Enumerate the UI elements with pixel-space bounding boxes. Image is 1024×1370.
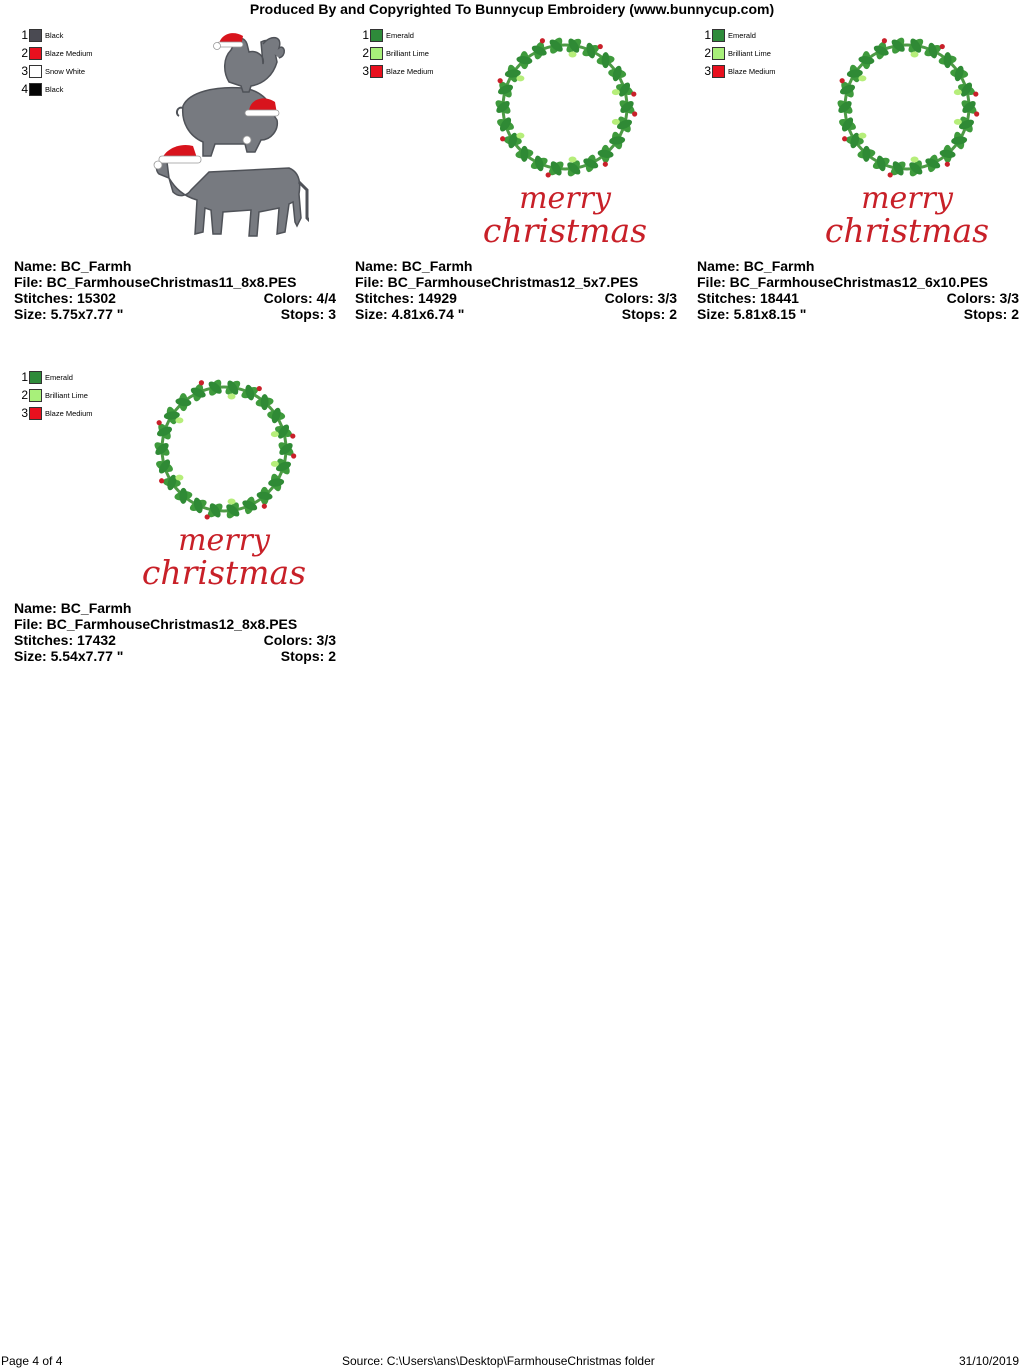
thread-name: Blaze Medium xyxy=(728,66,776,76)
color-count: 3/3 xyxy=(999,290,1019,306)
file-name: BC_FarmhouseChristmas12_5x7.PES xyxy=(387,274,639,290)
file-label: File: xyxy=(14,274,43,290)
merry-text: merry xyxy=(519,181,611,216)
color-swatch xyxy=(370,29,383,42)
name-label: Name: xyxy=(14,600,57,616)
file-name: BC_FarmhouseChristmas11_8x8.PES xyxy=(46,274,297,290)
file-row xyxy=(355,274,677,290)
thread-name: Blaze Medium xyxy=(386,66,434,76)
stops-label: Stops: xyxy=(280,648,325,664)
stops-label: Stops: xyxy=(280,306,325,322)
file-name: BC_FarmhouseChristmas12_6x10.PES xyxy=(729,274,989,290)
color-swatch xyxy=(29,407,42,420)
file-label: File: xyxy=(14,616,43,632)
design-name: BC_Farmh xyxy=(60,258,132,274)
embroidery-preview xyxy=(139,22,309,252)
stop-count: 2 xyxy=(328,648,336,664)
stops-label: Stops: xyxy=(963,306,1008,322)
legend-item xyxy=(361,26,434,44)
print-date: 31/10/2019 xyxy=(958,1354,1019,1368)
stitch-count: 18441 xyxy=(760,290,799,306)
legend-number: 1 xyxy=(362,28,369,42)
wreath-art xyxy=(493,36,637,179)
design-card xyxy=(697,0,1019,330)
legend-number: 3 xyxy=(21,64,28,78)
color-swatch xyxy=(370,47,383,60)
thread-color-legend xyxy=(20,26,93,98)
thread-name: Blaze Medium xyxy=(45,408,93,418)
thread-color-legend xyxy=(361,26,434,80)
colors-label: Colors: xyxy=(263,290,313,306)
file-label: File: xyxy=(355,274,384,290)
legend-item xyxy=(20,368,93,386)
stitches-row xyxy=(355,290,677,306)
name-row xyxy=(14,600,336,616)
design-info xyxy=(697,258,1019,322)
thread-name: Emerald xyxy=(45,372,73,382)
legend-number: 3 xyxy=(21,406,28,420)
legend-item xyxy=(361,44,434,62)
legend-number: 3 xyxy=(362,64,369,78)
size-label: Size: xyxy=(14,306,47,322)
design-info xyxy=(14,258,336,322)
legend-item xyxy=(361,62,434,80)
design-size: 4.81x6.74 " xyxy=(391,306,465,322)
design-size: 5.75x7.77 " xyxy=(50,306,124,322)
stitches-label: Stitches: xyxy=(697,290,757,306)
design-info xyxy=(355,258,677,322)
legend-number: 3 xyxy=(704,64,711,78)
christmas-text: christmas xyxy=(141,553,307,592)
legend-item xyxy=(703,62,776,80)
legend-number: 2 xyxy=(704,46,711,60)
color-swatch xyxy=(370,65,383,78)
colors-label: Colors: xyxy=(263,632,313,648)
legend-item xyxy=(20,62,93,80)
stitch-count: 17432 xyxy=(77,632,116,648)
color-swatch xyxy=(29,389,42,402)
legend-number: 2 xyxy=(362,46,369,60)
christmas-text: christmas xyxy=(824,211,990,250)
stops-label: Stops: xyxy=(621,306,666,322)
stop-count: 3 xyxy=(328,306,336,322)
design-name: BC_Farmh xyxy=(401,258,473,274)
design-name: BC_Farmh xyxy=(743,258,815,274)
design-info xyxy=(14,600,336,664)
stop-count: 2 xyxy=(1011,306,1019,322)
wreath-art xyxy=(835,36,979,179)
thread-name: Snow White xyxy=(45,66,86,76)
file-row xyxy=(14,274,336,290)
merry-text: merry xyxy=(861,181,953,216)
design-size: 5.81x8.15 " xyxy=(733,306,807,322)
legend-number: 2 xyxy=(21,46,28,60)
thread-color-legend xyxy=(703,26,776,80)
file-name: BC_FarmhouseChristmas12_8x8.PES xyxy=(46,616,298,632)
thread-name: Blaze Medium xyxy=(45,48,93,58)
name-label: Name: xyxy=(697,258,740,274)
stitch-count: 14929 xyxy=(418,290,457,306)
source-path: Source: C:\Users\ans\Desktop\FarmhouseChristmas folder xyxy=(342,1354,655,1368)
size-label: Size: xyxy=(697,306,730,322)
stitch-count: 15302 xyxy=(77,290,116,306)
legend-item xyxy=(20,404,93,422)
size-row xyxy=(14,306,336,322)
legend-item xyxy=(703,26,776,44)
stitches-label: Stitches: xyxy=(14,290,74,306)
thread-name: Emerald xyxy=(386,30,414,40)
thread-name: Brilliant Lime xyxy=(386,48,429,58)
color-swatch xyxy=(29,83,42,96)
size-label: Size: xyxy=(355,306,388,322)
legend-item xyxy=(703,44,776,62)
size-row xyxy=(697,306,1019,322)
name-row xyxy=(355,258,677,274)
design-card xyxy=(14,0,336,330)
embroidery-preview xyxy=(480,22,650,252)
stitches-row xyxy=(14,290,336,306)
color-swatch xyxy=(29,47,42,60)
legend-number: 4 xyxy=(21,82,28,96)
colors-label: Colors: xyxy=(604,290,654,306)
stitches-row xyxy=(697,290,1019,306)
christmas-text: christmas xyxy=(482,211,648,250)
design-name: BC_Farmh xyxy=(60,600,132,616)
color-swatch xyxy=(712,29,725,42)
color-swatch xyxy=(712,65,725,78)
color-count: 4/4 xyxy=(316,290,336,306)
merry-text: merry xyxy=(178,523,270,558)
color-count: 3/3 xyxy=(657,290,677,306)
embroidery-preview xyxy=(822,22,992,252)
file-label: File: xyxy=(697,274,726,290)
legend-item xyxy=(20,44,93,62)
color-swatch xyxy=(29,29,42,42)
legend-item xyxy=(20,26,93,44)
name-label: Name: xyxy=(355,258,398,274)
thread-color-legend xyxy=(20,368,93,422)
file-row xyxy=(14,616,336,632)
legend-number: 1 xyxy=(704,28,711,42)
stop-count: 2 xyxy=(669,306,677,322)
embroidery-preview xyxy=(139,364,309,594)
design-card xyxy=(355,0,677,330)
stitches-label: Stitches: xyxy=(355,290,415,306)
legend-number: 1 xyxy=(21,28,28,42)
color-swatch xyxy=(29,371,42,384)
name-label: Name: xyxy=(14,258,57,274)
design-card xyxy=(14,342,336,672)
color-count: 3/3 xyxy=(316,632,336,648)
file-row xyxy=(697,274,1019,290)
legend-number: 1 xyxy=(21,370,28,384)
legend-item xyxy=(20,386,93,404)
thread-name: Emerald xyxy=(728,30,756,40)
thread-name: Brilliant Lime xyxy=(728,48,771,58)
legend-number: 2 xyxy=(21,388,28,402)
name-row xyxy=(14,258,336,274)
page-number: Page 4 of 4 xyxy=(1,1354,63,1368)
size-row xyxy=(355,306,677,322)
size-label: Size: xyxy=(14,648,47,664)
thread-name: Black xyxy=(45,30,64,40)
thread-name: Black xyxy=(45,84,64,94)
colors-label: Colors: xyxy=(946,290,996,306)
name-row xyxy=(697,258,1019,274)
thread-name: Brilliant Lime xyxy=(45,390,88,400)
wreath-art xyxy=(152,378,296,521)
farm-animal-stack-art xyxy=(154,33,309,236)
color-swatch xyxy=(712,47,725,60)
design-size: 5.54x7.77 " xyxy=(50,648,124,664)
stitches-label: Stitches: xyxy=(14,632,74,648)
color-swatch xyxy=(29,65,42,78)
stitches-row xyxy=(14,632,336,648)
size-row xyxy=(14,648,336,664)
page-header: Produced By and Copyrighted To Bunnycup Embroidery (www.bunnycup.com) xyxy=(249,1,775,17)
page-footer xyxy=(0,1354,1024,1370)
legend-item xyxy=(20,80,93,98)
